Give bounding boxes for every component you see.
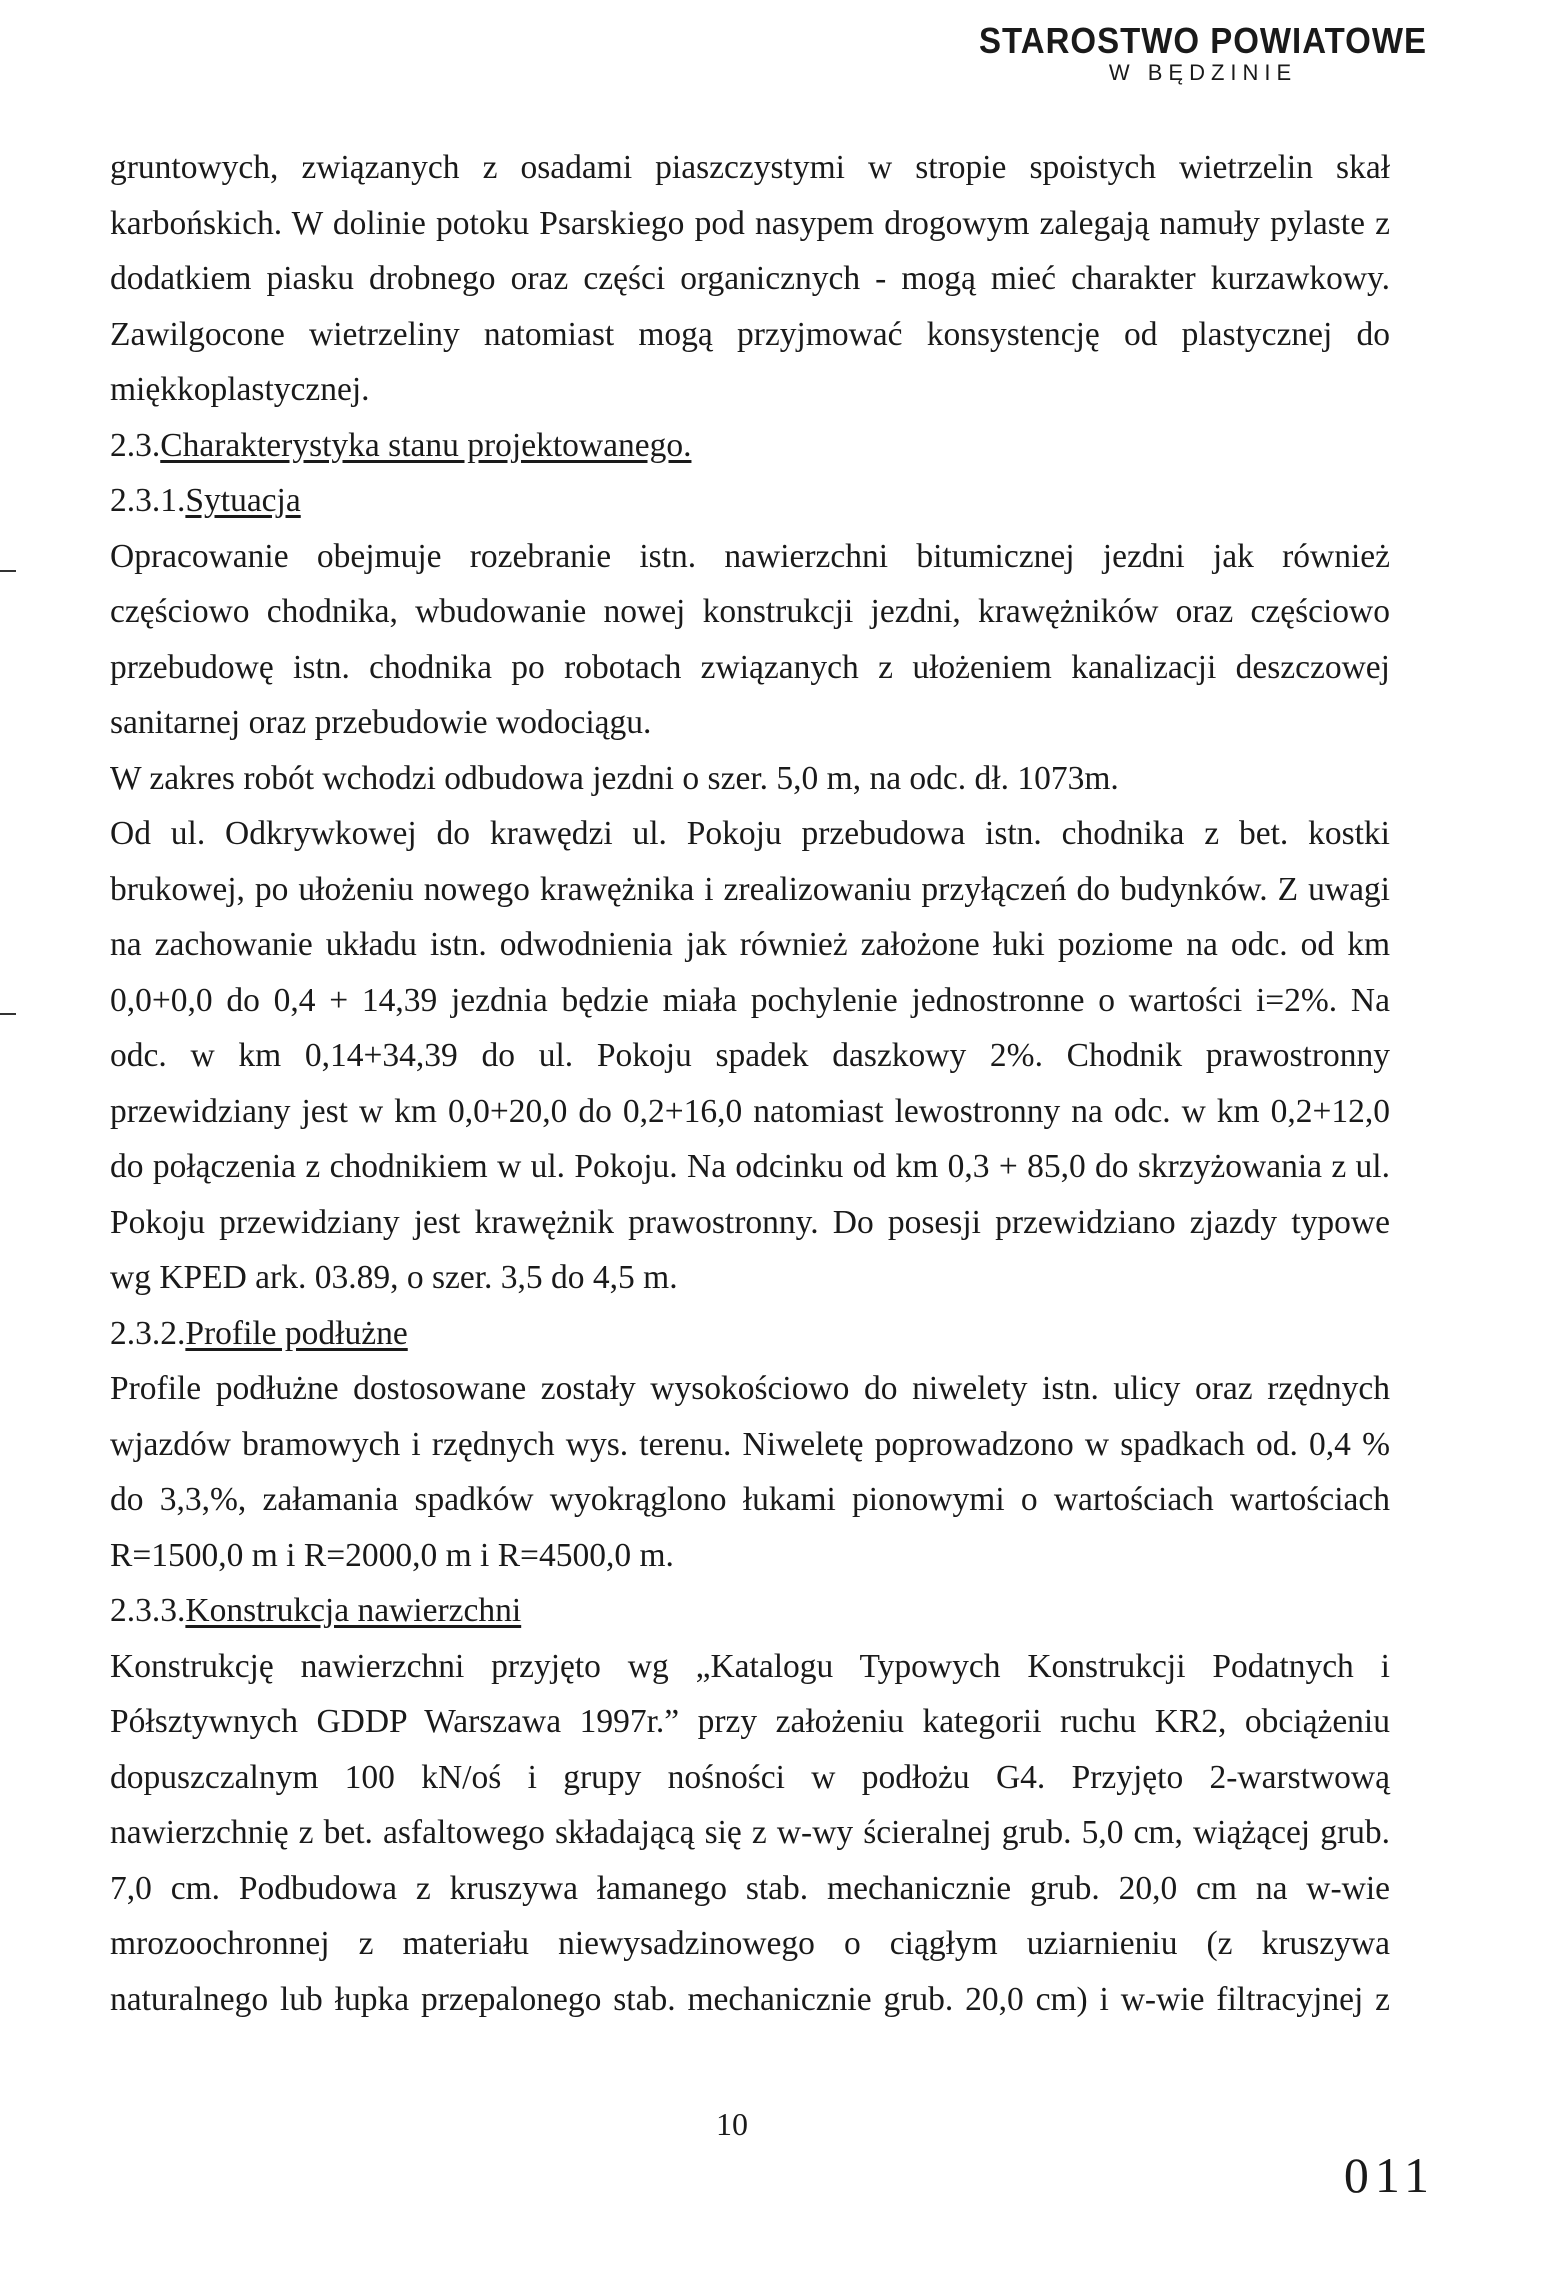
text-line: odc. w km 0,14+34,39 do ul. Pokoju spadek daszkowy 2%. Chodnik prawostronny	[110, 1037, 1390, 1074]
section-title: Charakterystyka stanu projektowanego.	[160, 426, 692, 464]
margin-mark	[0, 570, 16, 572]
section-title: Profile podłużne	[185, 1314, 408, 1352]
text-line: Zawilgocone wietrzeliny natomiast mogą przyjmować konsystencję od plastycznej do	[110, 315, 1390, 353]
page-number: 10	[716, 2106, 748, 2142]
text-line: Pokoju przewidziany jest krawężnik prawostronny. Do posesji przewidziano zjazdy typowe	[110, 1203, 1390, 1241]
stamp-line-2: W BĘDZINIE	[1108, 60, 1298, 85]
section-title: Sytuacja	[185, 482, 301, 519]
text-line: wg KPED ark. 03.89, o szer. 3,5 do 4,5 m.	[110, 1259, 678, 1296]
text-line: nawierzchnię z bet. asfaltowego składającą się z w-wy ścieralnej grub. 5,0 cm, wiążącej grub.	[110, 1814, 1390, 1851]
text-line: sanitarnej oraz przebudowie wodociągu.	[110, 704, 652, 741]
text-line: dodatkiem piasku drobnego oraz części organicznych - mogą mieć charakter kurzawkowy.	[110, 260, 1390, 297]
text-line: do 3,3,%, załamania spadków wyokrąglono łukami pionowymi o wartościach wartościach	[110, 1481, 1390, 1518]
text-line: 0,0+0,0 do 0,4 + 14,39 jezdnia będzie miała pochylenie jednostronne o wartości i=2%. Na	[110, 981, 1390, 1019]
text-line: Od ul. Odkrywkowej do krawędzi ul. Pokoju przebudowa istn. chodnika z bet. kostki	[110, 815, 1390, 852]
section-heading-2-3	[110, 418, 1390, 474]
text-line: Profile podłużne dostosowane zostały wysokościowo do niwelety istn. ulicy oraz rzędnych	[110, 1370, 1390, 1407]
text-line: brukowej, po ułożeniu nowego krawężnika i zrealizowaniu przyłączeń do budynków. Z uwagi	[110, 870, 1390, 908]
section-heading-2-3-2	[110, 1306, 1390, 1362]
text-line: gruntowych, związanych z osadami piaszczystymi w stropie spoistych wietrzelin skał	[110, 149, 1390, 186]
text-line: Konstrukcję nawierzchni przyjęto wg „Katalogu Typowych Konstrukcji Podatnych i	[110, 1647, 1390, 1685]
text-line: mrozoochronnej z materiału niewysadzinowego o ciągłym uziarnieniu (z kruszywa	[110, 1925, 1390, 1962]
text-line: Półsztywnych GDDP Warszawa 1997r.” przy założeniu kategorii ruchu KR2, obciążeniu	[110, 1703, 1390, 1740]
text-line: Opracowanie obejmuje rozebranie istn. nawierzchni bitumicznej jezdni jak również	[110, 537, 1390, 575]
text-line: przebudowę istn. chodnika po robotach związanych z ułożeniem kanalizacji deszczowej	[110, 648, 1390, 686]
text-line: częściowo chodnika, wbudowanie nowej konstrukcji jezdni, krawężników oraz częściowo	[110, 593, 1390, 630]
corner-number: 011	[1343, 2147, 1435, 2203]
text-line: 7,0 cm. Podbudowa z kruszywa łamanego stab. mechanicznie grub. 20,0 cm na w-wie	[110, 1869, 1390, 1907]
section-number: 2.3.	[110, 426, 161, 464]
text-line: do połączenia z chodnikiem w ul. Pokoju. Na odcinku od km 0,3 + 85,0 do skrzyżowania z ul.	[110, 1148, 1390, 1185]
text-line: wjazdów bramowych i rzędnych wys. terenu. Niweletę poprowadzono w spadkach od. 0,4 %	[110, 1425, 1390, 1463]
text-line: dopuszczalnym 100 kN/oś i grupy nośności w podłożu G4. Przyjęto 2-warstwową	[110, 1758, 1390, 1796]
text-line: na zachowanie układu istn. odwodnienia jak również założone łuki poziome na odc. od km	[110, 926, 1390, 963]
section-heading-2-3-1	[110, 473, 1390, 529]
section-number: 2.3.3.	[110, 1592, 186, 1629]
section-heading-2-3-3	[110, 1583, 1390, 1639]
text-line: naturalnego lub łupka przepalonego stab. mechanicznie grub. 20,0 cm) i w-wie filtracyjnej z	[110, 1980, 1390, 2018]
text-line: R=1500,0 m i R=2000,0 m i R=4500,0 m.	[110, 1536, 674, 1574]
text-line: przewidziany jest w km 0,0+20,0 do 0,2+16,0 natomiast lewostronny na odc. w km 0,2+12,0	[110, 1092, 1390, 1130]
text-line: W zakres robót wchodzi odbudowa jezdni o szer. 5,0 m, na odc. dł. 1073m.	[110, 759, 1119, 797]
margin-mark	[0, 1013, 16, 1015]
section-number: 2.3.1.	[110, 482, 186, 519]
stamp-line-1: STAROSTWO POWIATOWE	[979, 20, 1427, 61]
section-number: 2.3.2.	[110, 1314, 186, 1352]
text-line: karbońskich. W dolinie potoku Psarskiego pod nasypem drogowym zalegają namuły pylaste z	[110, 204, 1390, 242]
text-line: miękkoplastycznej.	[110, 371, 370, 408]
section-title: Konstrukcja nawierzchni	[185, 1592, 522, 1629]
office-stamp	[979, 22, 1427, 86]
document-body	[110, 140, 1390, 2027]
